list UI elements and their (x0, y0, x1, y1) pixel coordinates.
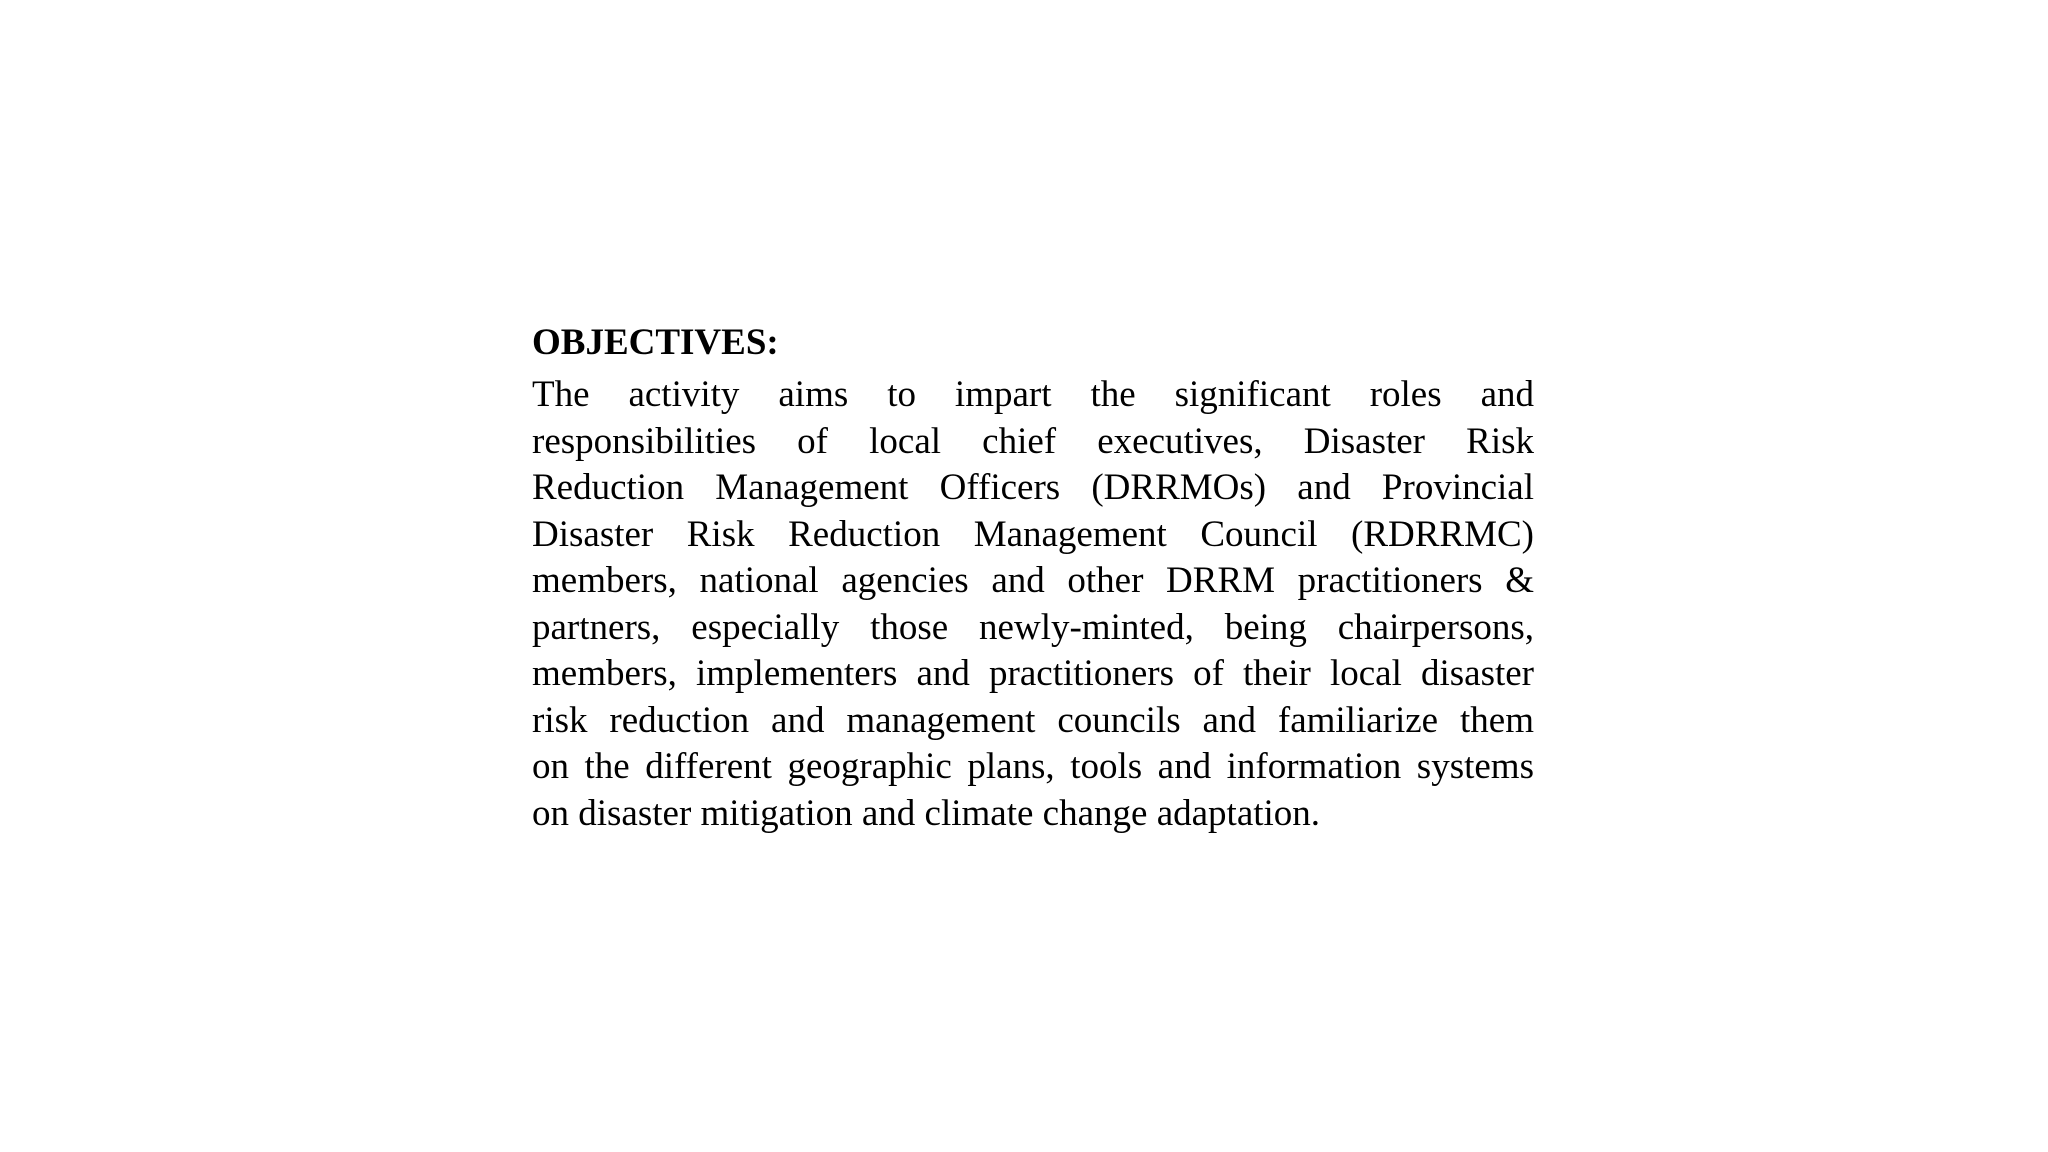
objectives-heading: OBJECTIVES: (532, 322, 779, 363)
paragraph-line: risk reduction and management councils and familiarize them (532, 699, 1534, 741)
paragraph-line: members, national agencies and other DRRM practitioners & (532, 560, 1534, 601)
paragraph-line: on disaster mitigation and climate change adaptation. (532, 792, 1321, 834)
paragraph-line: responsibilities of local chief executives, Disaster Risk (532, 420, 1534, 462)
paragraph-line: members, implementers and practitioners of their local disaster (532, 653, 1534, 694)
objectives-section (532, 314, 1534, 837)
paragraph-line: Reduction Management Officers (DRRMOs) and Provincial (532, 467, 1534, 508)
paragraph-line: partners, especially those newly-minted, being chairpersons, (532, 606, 1534, 648)
paragraph-line: on the different geographic plans, tools and information systems (532, 746, 1534, 787)
paragraph-line: Disaster Risk Reduction Management Council (RDRRMC) (532, 513, 1534, 555)
objectives-paragraph (532, 372, 1534, 837)
paragraph-line: The activity aims to impart the significant roles and (532, 374, 1534, 415)
